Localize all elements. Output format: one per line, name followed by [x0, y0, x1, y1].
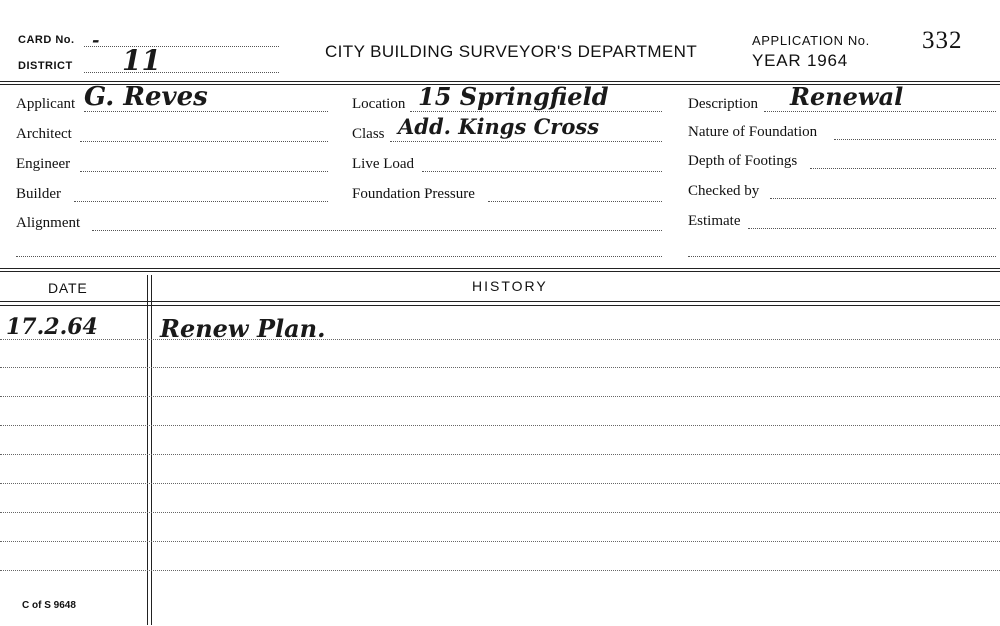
- live-load-line: [422, 171, 662, 172]
- ruled-line: [0, 396, 1000, 397]
- location-label: Location: [352, 96, 406, 112]
- architect-line: [80, 141, 328, 142]
- date-column-header: DATE: [48, 280, 88, 296]
- estimate-line: [748, 228, 996, 229]
- class-label: Class: [352, 126, 385, 142]
- alignment-label: Alignment: [16, 215, 81, 231]
- alignment-line-2: [16, 256, 662, 257]
- live-load-label: Live Load: [352, 156, 415, 172]
- ruled-line: [0, 367, 1000, 368]
- class-line: [390, 141, 662, 142]
- district-line: [84, 72, 279, 73]
- checked-by-line: [770, 198, 996, 199]
- ruled-line: [0, 339, 1000, 340]
- foundation-pressure-line: [488, 201, 662, 202]
- estimate-line-2: [688, 256, 996, 257]
- card-no-label: CARD No.: [18, 34, 75, 46]
- depth-of-footings-label: Depth of Footings: [688, 153, 798, 169]
- card-no-value: -: [92, 30, 100, 51]
- location-value: 15 Springfield: [418, 82, 609, 111]
- table-header-rule: [0, 301, 1000, 302]
- card-no-line: [84, 46, 279, 47]
- ruled-line: [0, 541, 1000, 542]
- district-value: 11: [122, 44, 161, 77]
- year-label: YEAR 1964: [752, 51, 849, 70]
- district-label: DISTRICT: [18, 60, 73, 72]
- location-line: [410, 111, 662, 112]
- description-label: Description: [688, 96, 758, 112]
- alignment-line: [92, 230, 662, 231]
- description-line: [764, 111, 996, 112]
- ruled-line: [0, 425, 1000, 426]
- applicant-value: G. Reves: [84, 82, 208, 112]
- application-number: 332: [922, 27, 963, 54]
- form-code: C of S 9648: [22, 600, 76, 611]
- architect-label: Architect: [16, 126, 72, 142]
- builder-line: [74, 201, 328, 202]
- depth-of-footings-line: [810, 168, 996, 169]
- applicant-line: [84, 111, 328, 112]
- class-value: Add. Kings Cross: [398, 114, 600, 139]
- ruled-line: [0, 570, 1000, 571]
- ruled-line: [0, 483, 1000, 484]
- application-label: APPLICATION No.: [752, 33, 870, 48]
- ruled-line: [0, 512, 1000, 513]
- department-title: CITY BUILDING SURVEYOR'S DEPARTMENT: [325, 42, 698, 61]
- checked-by-label: Checked by: [688, 183, 760, 199]
- table-header-rule-2: [0, 305, 1000, 306]
- description-value: Renewal: [790, 82, 904, 111]
- engineer-line: [80, 171, 328, 172]
- history-column-header: HISTORY: [472, 278, 548, 294]
- nature-of-foundation-line: [834, 139, 996, 140]
- column-divider-2: [151, 275, 152, 625]
- builder-label: Builder: [16, 186, 61, 202]
- table-rule-top: [0, 268, 1000, 269]
- nature-of-foundation-label: Nature of Foundation: [688, 124, 818, 140]
- applicant-label: Applicant: [16, 96, 76, 112]
- column-divider: [147, 275, 148, 625]
- estimate-label: Estimate: [688, 213, 741, 229]
- table-rule-top-2: [0, 271, 1000, 272]
- ruled-line: [0, 454, 1000, 455]
- history-entry-text: Renew Plan.: [160, 314, 326, 343]
- history-entry-date: 17.2.64: [6, 314, 98, 340]
- foundation-pressure-label: Foundation Pressure: [352, 186, 475, 202]
- engineer-label: Engineer: [16, 156, 71, 172]
